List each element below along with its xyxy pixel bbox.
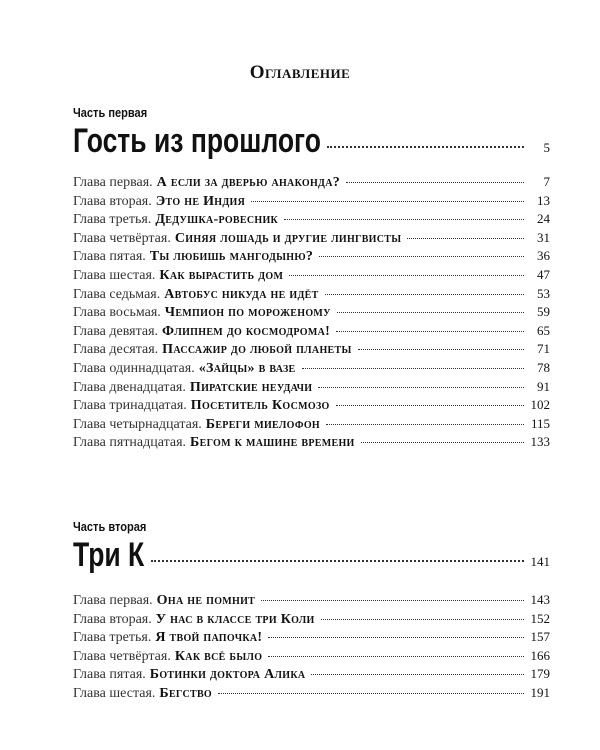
page-number: 115 [530, 415, 550, 431]
dot-leader [289, 275, 524, 276]
chapter-row[interactable] [73, 323, 550, 342]
chapter-title: Посетитель Космозо [190, 398, 330, 414]
chapter-number: Глава первая. [73, 593, 153, 608]
chapter-title: Береги миелофон [205, 416, 320, 432]
dot-leader [358, 349, 524, 350]
chapter-number: Глава восьмая. [73, 305, 161, 321]
chapter-number: Глава девятая. [73, 323, 159, 339]
page-number: 166 [530, 647, 550, 663]
chapter-number: Глава вторая. [73, 611, 152, 627]
chapter-row[interactable] [73, 211, 550, 230]
part-heading-row[interactable] [73, 536, 550, 576]
page-number: 143 [530, 592, 550, 607]
chapter-row[interactable] [73, 629, 550, 648]
chapter-row[interactable] [73, 397, 550, 416]
chapter-title: А если за дверью анаконда? [156, 175, 341, 190]
part-name: Три К [73, 536, 145, 574]
page-number: 71 [537, 341, 550, 357]
dot-leader [336, 405, 524, 406]
dot-leader [346, 182, 524, 183]
chapter-number: Глава одиннадцатая. [73, 360, 195, 376]
chapter-title: Как всё было [174, 648, 263, 664]
chapter-number: Глава четырнадцатая. [73, 416, 202, 432]
chapter-row[interactable] [73, 248, 550, 267]
chapter-row[interactable] [73, 360, 550, 379]
dot-leader [337, 312, 524, 313]
chapter-row[interactable] [73, 230, 550, 249]
dot-leader [151, 560, 524, 562]
part-heading-row[interactable] [73, 122, 550, 162]
chapter-row[interactable] [73, 304, 550, 323]
chapter-title: Я твой папочка! [155, 630, 263, 646]
chapter-title: Бегство [159, 685, 212, 701]
page-number: 24 [537, 211, 550, 227]
dot-leader [407, 238, 524, 239]
dot-leader [321, 619, 524, 620]
part-label: Часть первая [73, 105, 148, 120]
chapter-row[interactable] [73, 174, 550, 193]
page-number: 36 [537, 248, 550, 264]
chapter-row[interactable] [73, 685, 550, 704]
dot-leader [326, 424, 524, 425]
page-number: 179 [530, 666, 550, 682]
chapter-title: «Зайцы» в вазе [198, 360, 296, 376]
page-number: 133 [530, 434, 550, 450]
chapter-title: Флипнем до космодрома! [162, 323, 331, 339]
chapter-row[interactable] [73, 193, 550, 212]
dot-leader [251, 201, 524, 202]
chapter-title: Автобус никуда не идёт [164, 286, 319, 302]
chapter-number: Глава седьмая. [73, 286, 161, 302]
chapter-number: Глава тринадцатая. [73, 398, 187, 414]
chapter-number: Глава четвёртая. [73, 648, 171, 664]
page-number: 59 [537, 304, 550, 320]
chapter-title: Дедушка-ровесник [155, 212, 279, 228]
chapter-row[interactable] [73, 286, 550, 305]
page-number: 191 [530, 684, 550, 700]
chapter-title: Чемпион по мороженому [164, 305, 331, 321]
page-number: 78 [537, 359, 550, 375]
chapter-row[interactable] [73, 267, 550, 286]
page-number: 47 [537, 266, 550, 282]
dot-leader [336, 331, 524, 332]
dot-leader [327, 146, 524, 148]
page-number: 5 [543, 140, 550, 155]
dot-leader [218, 693, 524, 694]
chapter-number: Глава четвёртая. [73, 230, 171, 246]
chapter-number: Глава третья. [73, 212, 152, 228]
chapter-number: Глава десятая. [73, 342, 159, 358]
dot-leader [311, 674, 524, 675]
page-number: 141 [530, 554, 550, 569]
dot-leader [268, 656, 524, 657]
part-label: Часть вторая [73, 519, 147, 534]
page-number: 53 [537, 285, 550, 301]
chapter-title: Ты любишь мангодыню? [149, 249, 314, 265]
dot-leader [302, 368, 524, 369]
page-number: 102 [530, 397, 550, 413]
chapter-number: Глава первая. [73, 175, 153, 190]
page-number: 13 [537, 192, 550, 208]
chapter-number: Глава вторая. [73, 193, 152, 209]
chapter-title: У нас в классе три Коли [155, 611, 315, 627]
chapter-row[interactable] [73, 611, 550, 630]
dot-leader [268, 637, 524, 638]
toc-title: Оглавление [249, 62, 351, 83]
dot-leader [318, 387, 524, 388]
chapter-title: Как вырастить дом [159, 267, 284, 283]
part-name: Гость из прошлого [73, 122, 321, 160]
page-number: 31 [537, 229, 550, 245]
chapter-number: Глава пятнадцатая. [73, 435, 187, 451]
chapter-number: Глава пятая. [73, 249, 146, 265]
chapter-row[interactable] [73, 379, 550, 398]
chapter-row[interactable] [73, 666, 550, 685]
chapter-title: Пиратские неудачи [189, 379, 313, 395]
page-number: 7 [543, 174, 550, 189]
chapter-row[interactable] [73, 648, 550, 667]
dot-leader [261, 600, 524, 601]
chapter-row[interactable] [73, 416, 550, 435]
dot-leader [325, 294, 524, 295]
chapter-title: Она не помнит [156, 593, 256, 608]
chapter-title: Пассажир до любой планеты [162, 342, 352, 358]
chapter-row[interactable] [73, 341, 550, 360]
page-number: 65 [537, 322, 550, 338]
dot-leader [319, 256, 524, 257]
chapter-number: Глава двенадцатая. [73, 379, 186, 395]
part-1 [73, 104, 550, 453]
chapter-row[interactable] [73, 434, 550, 453]
page-number: 152 [530, 610, 550, 626]
page-number: 157 [530, 629, 550, 645]
chapter-row[interactable] [73, 592, 550, 611]
dot-leader [361, 442, 524, 443]
page-number: 91 [537, 378, 550, 394]
chapter-number: Глава пятая. [73, 667, 146, 683]
chapter-number: Глава третья. [73, 630, 152, 646]
chapter-title: Ботинки доктора Алика [149, 667, 306, 683]
dot-leader [284, 219, 524, 220]
chapter-number: Глава шестая. [73, 685, 156, 701]
chapter-number: Глава шестая. [73, 267, 156, 283]
part-2 [73, 518, 550, 704]
chapter-title: Бегом к машине времени [190, 435, 355, 451]
chapter-title: Это не Индия [155, 193, 246, 209]
chapter-title: Синяя лошадь и другие лингвисты [174, 230, 402, 246]
